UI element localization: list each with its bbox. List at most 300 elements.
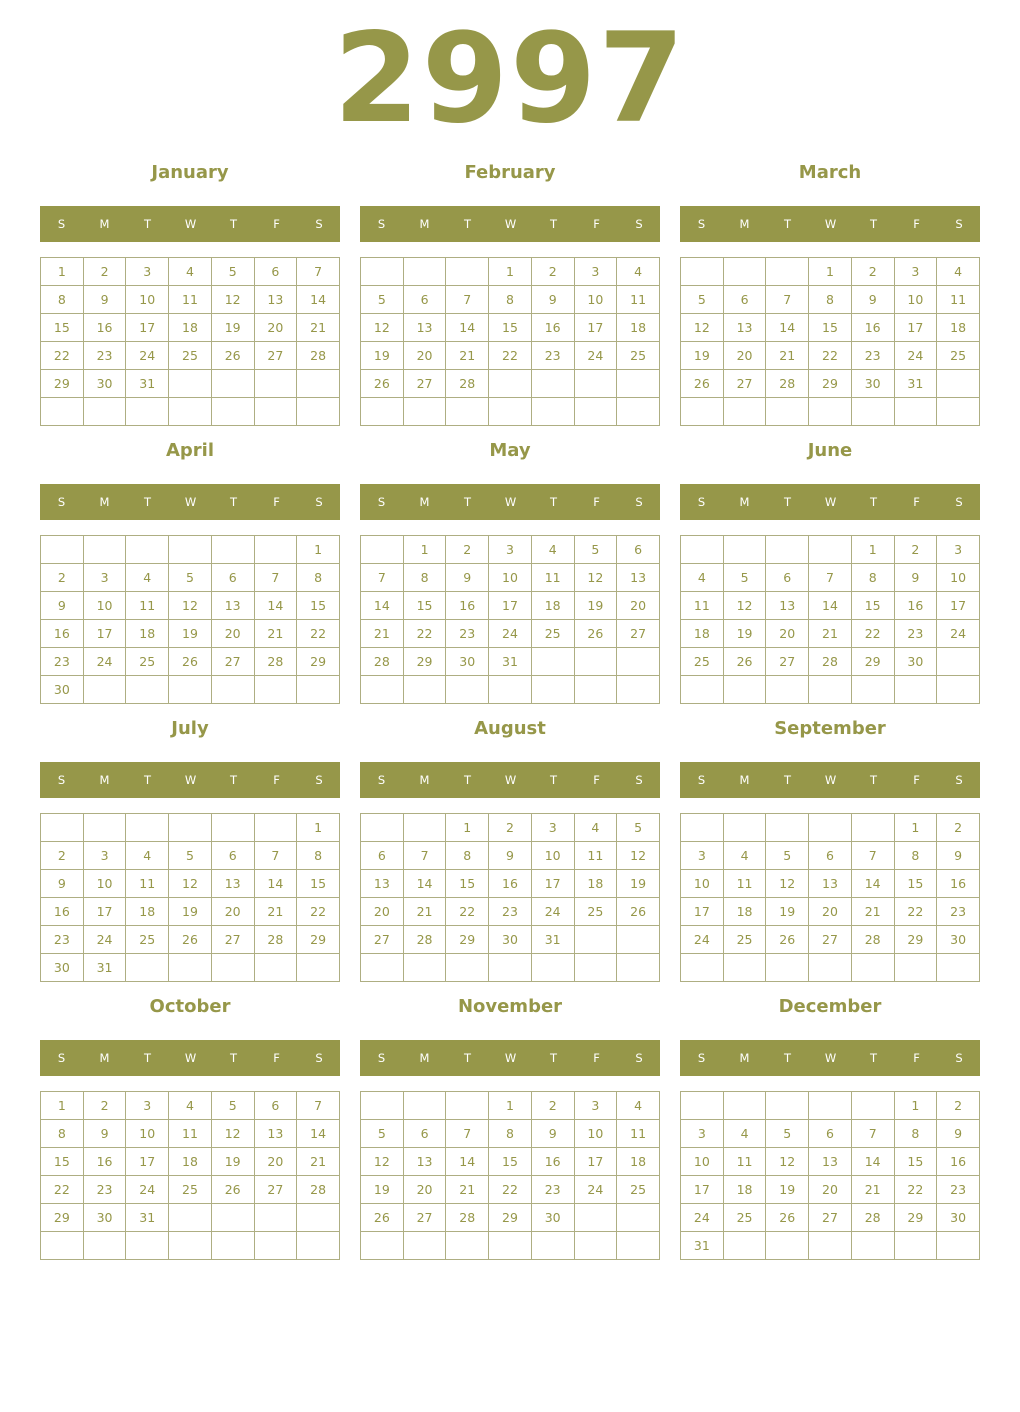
day-cell: 4 (723, 842, 766, 870)
weekday-label: T (229, 773, 238, 787)
empty-day-cell (489, 398, 532, 426)
weekday-header (680, 1040, 980, 1076)
day-cell: 29 (894, 926, 937, 954)
day-cell: 5 (169, 842, 212, 870)
empty-day-cell (446, 1232, 489, 1260)
week-row (361, 842, 660, 870)
day-cell: 26 (211, 1176, 254, 1204)
weekday-header (360, 206, 660, 242)
day-cell: 22 (41, 342, 84, 370)
weekday-label: S (315, 495, 323, 509)
day-cell: 29 (809, 370, 852, 398)
day-cell: 21 (297, 314, 340, 342)
empty-day-cell (361, 398, 404, 426)
day-cell: 25 (169, 342, 212, 370)
weekday-label: T (549, 773, 558, 787)
week-row (361, 1204, 660, 1232)
week-row (681, 898, 980, 926)
day-cell: 4 (169, 258, 212, 286)
day-cell: 4 (574, 814, 617, 842)
week-row (361, 814, 660, 842)
day-cell: 19 (361, 1176, 404, 1204)
day-cell: 29 (446, 926, 489, 954)
empty-day-cell (361, 954, 404, 982)
day-cell: 24 (83, 926, 126, 954)
day-cell: 24 (531, 898, 574, 926)
day-cell: 12 (766, 870, 809, 898)
day-cell: 31 (126, 370, 169, 398)
week-row (681, 1176, 980, 1204)
day-cell: 13 (809, 1148, 852, 1176)
day-cell: 4 (617, 258, 660, 286)
empty-day-cell (211, 370, 254, 398)
empty-day-cell (723, 954, 766, 982)
day-cell: 16 (531, 1148, 574, 1176)
day-cell: 14 (403, 870, 446, 898)
day-cell: 24 (574, 342, 617, 370)
day-cell: 5 (723, 564, 766, 592)
empty-day-cell (83, 1232, 126, 1260)
day-cell: 12 (617, 842, 660, 870)
empty-day-cell (169, 398, 212, 426)
weekday-label: F (593, 773, 600, 787)
week-row (41, 842, 340, 870)
day-cell: 20 (617, 592, 660, 620)
day-cell: 10 (681, 1148, 724, 1176)
month-title: June (807, 440, 853, 461)
weekday-label: W (824, 773, 837, 787)
empty-day-cell (83, 398, 126, 426)
day-cell: 17 (126, 314, 169, 342)
day-cell: 20 (361, 898, 404, 926)
week-row (41, 342, 340, 370)
day-cell: 16 (489, 870, 532, 898)
empty-day-cell (681, 954, 724, 982)
day-cell: 13 (403, 1148, 446, 1176)
day-cell: 26 (681, 370, 724, 398)
day-cell: 11 (126, 870, 169, 898)
week-row (361, 342, 660, 370)
empty-day-cell (723, 1092, 766, 1120)
weekday-label: W (504, 217, 517, 231)
weekday-label: F (913, 1051, 920, 1065)
day-cell: 24 (894, 342, 937, 370)
day-cell: 18 (574, 870, 617, 898)
day-cell: 19 (574, 592, 617, 620)
weekday-label: S (635, 1051, 643, 1065)
day-cell: 23 (531, 1176, 574, 1204)
empty-day-cell (766, 954, 809, 982)
weekday-label: M (419, 773, 430, 787)
day-cell: 24 (126, 342, 169, 370)
day-cell: 7 (809, 564, 852, 592)
empty-day-cell (254, 1232, 297, 1260)
weekday-label: S (315, 773, 323, 787)
day-cell: 3 (681, 1120, 724, 1148)
day-cell: 16 (446, 592, 489, 620)
empty-day-cell (766, 258, 809, 286)
day-cell: 12 (211, 286, 254, 314)
weekday-label: T (229, 1051, 238, 1065)
day-cell: 21 (766, 342, 809, 370)
day-cell: 5 (766, 842, 809, 870)
weekday-header (40, 484, 340, 520)
day-cell: 5 (361, 286, 404, 314)
week-row (681, 398, 980, 426)
day-cell: 16 (41, 898, 84, 926)
day-cell: 2 (41, 564, 84, 592)
day-cell: 23 (41, 926, 84, 954)
day-cell: 19 (169, 620, 212, 648)
day-cell: 11 (723, 870, 766, 898)
day-grid (360, 813, 660, 982)
day-cell: 5 (681, 286, 724, 314)
day-cell: 14 (297, 1120, 340, 1148)
empty-day-cell (723, 814, 766, 842)
day-cell: 16 (937, 870, 980, 898)
weekday-label: W (184, 217, 197, 231)
day-cell: 20 (254, 314, 297, 342)
empty-day-cell (446, 1092, 489, 1120)
day-cell: 27 (211, 926, 254, 954)
day-cell: 20 (809, 1176, 852, 1204)
weekday-label: T (463, 495, 472, 509)
weekday-label: F (913, 217, 920, 231)
weekday-label: M (419, 495, 430, 509)
week-row (41, 1232, 340, 1260)
empty-day-cell (169, 1232, 212, 1260)
day-cell: 2 (937, 814, 980, 842)
weekday-label: M (99, 1051, 110, 1065)
weekday-label: T (783, 773, 792, 787)
day-cell: 24 (681, 926, 724, 954)
day-cell: 2 (489, 814, 532, 842)
day-cell: 2 (937, 1092, 980, 1120)
day-cell: 19 (211, 1148, 254, 1176)
empty-day-cell (851, 676, 894, 704)
day-cell: 30 (83, 370, 126, 398)
day-cell: 9 (894, 564, 937, 592)
empty-day-cell (574, 954, 617, 982)
day-cell: 10 (489, 564, 532, 592)
day-cell: 14 (809, 592, 852, 620)
week-row (681, 676, 980, 704)
empty-day-cell (681, 536, 724, 564)
weekday-label: F (273, 217, 280, 231)
empty-day-cell (894, 1232, 937, 1260)
empty-day-cell (403, 676, 446, 704)
day-cell: 9 (41, 870, 84, 898)
empty-day-cell (617, 648, 660, 676)
empty-day-cell (681, 258, 724, 286)
day-cell: 17 (83, 898, 126, 926)
day-cell: 17 (681, 1176, 724, 1204)
day-cell: 28 (254, 926, 297, 954)
week-row (681, 926, 980, 954)
weekday-label: S (955, 1051, 963, 1065)
empty-day-cell (531, 370, 574, 398)
day-grid (360, 1091, 660, 1260)
day-cell: 18 (126, 898, 169, 926)
empty-day-cell (937, 398, 980, 426)
empty-day-cell (41, 1232, 84, 1260)
weekday-label: T (143, 217, 152, 231)
day-cell: 10 (531, 842, 574, 870)
empty-day-cell (617, 676, 660, 704)
day-cell: 6 (766, 564, 809, 592)
empty-day-cell (851, 814, 894, 842)
day-cell: 9 (446, 564, 489, 592)
weekday-label: T (143, 773, 152, 787)
day-cell: 6 (809, 842, 852, 870)
day-cell: 17 (489, 592, 532, 620)
empty-day-cell (766, 1232, 809, 1260)
day-cell: 12 (169, 592, 212, 620)
day-cell: 11 (723, 1148, 766, 1176)
day-cell: 9 (937, 842, 980, 870)
empty-day-cell (681, 676, 724, 704)
day-cell: 15 (851, 592, 894, 620)
day-cell: 16 (894, 592, 937, 620)
weekday-label: S (697, 1051, 706, 1065)
day-cell: 3 (83, 842, 126, 870)
day-cell: 22 (894, 898, 937, 926)
day-cell: 6 (723, 286, 766, 314)
day-cell: 3 (489, 536, 532, 564)
weekday-label: F (913, 773, 920, 787)
day-cell: 19 (723, 620, 766, 648)
day-cell: 11 (937, 286, 980, 314)
empty-day-cell (894, 676, 937, 704)
day-cell: 30 (41, 954, 84, 982)
day-cell: 1 (489, 1092, 532, 1120)
day-cell: 29 (894, 1204, 937, 1232)
day-cell: 16 (851, 314, 894, 342)
day-cell: 4 (531, 536, 574, 564)
weekday-label: S (635, 773, 643, 787)
day-grid (360, 535, 660, 704)
day-cell: 12 (211, 1120, 254, 1148)
weekday-label: S (315, 1051, 323, 1065)
day-cell: 27 (403, 370, 446, 398)
weekday-label: M (419, 217, 430, 231)
weekday-label: T (869, 773, 878, 787)
day-cell: 13 (766, 592, 809, 620)
day-cell: 8 (446, 842, 489, 870)
day-cell: 16 (937, 1148, 980, 1176)
day-cell: 29 (41, 370, 84, 398)
week-row (41, 870, 340, 898)
empty-day-cell (809, 536, 852, 564)
day-cell: 18 (723, 898, 766, 926)
empty-day-cell (809, 676, 852, 704)
weekday-label: T (143, 495, 152, 509)
empty-day-cell (574, 1232, 617, 1260)
day-cell: 9 (531, 286, 574, 314)
week-row (681, 954, 980, 982)
week-row (41, 648, 340, 676)
weekday-label: S (57, 495, 66, 509)
week-row (41, 620, 340, 648)
day-cell: 7 (254, 564, 297, 592)
weekday-label: W (184, 495, 197, 509)
day-cell: 7 (297, 258, 340, 286)
week-row (681, 1204, 980, 1232)
day-cell: 9 (851, 286, 894, 314)
weekday-header (40, 206, 340, 242)
day-cell: 13 (809, 870, 852, 898)
day-cell: 29 (297, 926, 340, 954)
day-cell: 28 (297, 342, 340, 370)
day-cell: 25 (723, 926, 766, 954)
weekday-label: S (635, 495, 643, 509)
empty-day-cell (361, 536, 404, 564)
day-cell: 3 (574, 1092, 617, 1120)
weekday-label: W (504, 1051, 517, 1065)
day-cell: 1 (489, 258, 532, 286)
day-cell: 12 (169, 870, 212, 898)
day-cell: 30 (937, 1204, 980, 1232)
empty-day-cell (254, 1204, 297, 1232)
day-cell: 24 (681, 1204, 724, 1232)
empty-day-cell (617, 926, 660, 954)
day-cell: 2 (41, 842, 84, 870)
day-cell: 22 (297, 620, 340, 648)
empty-day-cell (937, 954, 980, 982)
week-row (41, 398, 340, 426)
empty-day-cell (211, 536, 254, 564)
day-cell: 8 (41, 1120, 84, 1148)
day-cell: 3 (531, 814, 574, 842)
day-cell: 21 (297, 1148, 340, 1176)
day-cell: 23 (937, 898, 980, 926)
weekday-label: T (869, 495, 878, 509)
weekday-header (40, 762, 340, 798)
day-grid (40, 813, 340, 982)
day-cell: 28 (766, 370, 809, 398)
empty-day-cell (574, 1204, 617, 1232)
weekday-label: S (955, 773, 963, 787)
day-cell: 4 (126, 842, 169, 870)
empty-day-cell (361, 1232, 404, 1260)
day-cell: 10 (681, 870, 724, 898)
week-row (681, 286, 980, 314)
day-cell: 25 (723, 1204, 766, 1232)
empty-day-cell (531, 1232, 574, 1260)
empty-day-cell (489, 1232, 532, 1260)
day-cell: 7 (254, 842, 297, 870)
empty-day-cell (41, 536, 84, 564)
week-row (41, 1176, 340, 1204)
day-cell: 28 (809, 648, 852, 676)
empty-day-cell (361, 258, 404, 286)
empty-day-cell (681, 1092, 724, 1120)
day-cell: 12 (361, 1148, 404, 1176)
day-cell: 5 (766, 1120, 809, 1148)
empty-day-cell (937, 648, 980, 676)
day-cell: 26 (169, 926, 212, 954)
empty-day-cell (489, 370, 532, 398)
weekday-label: S (697, 495, 706, 509)
day-cell: 26 (574, 620, 617, 648)
weekday-label: S (377, 773, 386, 787)
day-cell: 27 (254, 1176, 297, 1204)
day-cell: 3 (126, 258, 169, 286)
day-cell: 17 (894, 314, 937, 342)
day-cell: 28 (851, 1204, 894, 1232)
weekday-label: W (824, 1051, 837, 1065)
day-cell: 24 (83, 648, 126, 676)
day-cell: 26 (361, 370, 404, 398)
day-cell: 30 (41, 676, 84, 704)
empty-day-cell (297, 676, 340, 704)
day-cell: 22 (894, 1176, 937, 1204)
day-cell: 19 (211, 314, 254, 342)
weekday-label: M (419, 1051, 430, 1065)
weekday-header (360, 762, 660, 798)
day-cell: 1 (809, 258, 852, 286)
week-row (681, 564, 980, 592)
day-cell: 6 (211, 842, 254, 870)
day-cell: 19 (766, 1176, 809, 1204)
week-row (681, 258, 980, 286)
week-row (361, 258, 660, 286)
empty-day-cell (617, 398, 660, 426)
day-cell: 25 (937, 342, 980, 370)
day-cell: 12 (766, 1148, 809, 1176)
week-row (361, 398, 660, 426)
weekday-label: W (184, 1051, 197, 1065)
week-row (41, 1204, 340, 1232)
day-cell: 6 (254, 258, 297, 286)
weekday-header (360, 484, 660, 520)
day-cell: 10 (83, 592, 126, 620)
empty-day-cell (254, 954, 297, 982)
empty-day-cell (574, 676, 617, 704)
day-cell: 23 (937, 1176, 980, 1204)
day-cell: 12 (681, 314, 724, 342)
week-row (41, 592, 340, 620)
empty-day-cell (723, 258, 766, 286)
day-cell: 28 (297, 1176, 340, 1204)
day-cell: 15 (297, 592, 340, 620)
day-cell: 1 (41, 258, 84, 286)
empty-day-cell (169, 676, 212, 704)
empty-day-cell (574, 926, 617, 954)
weekday-label: S (57, 1051, 66, 1065)
day-cell: 29 (297, 648, 340, 676)
day-cell: 7 (766, 286, 809, 314)
day-cell: 1 (894, 814, 937, 842)
week-row (361, 536, 660, 564)
day-cell: 25 (574, 898, 617, 926)
month-title: January (151, 162, 229, 183)
empty-day-cell (254, 676, 297, 704)
weekday-label: T (549, 1051, 558, 1065)
day-grid (40, 535, 340, 704)
day-cell: 11 (531, 564, 574, 592)
empty-day-cell (681, 814, 724, 842)
weekday-label: S (315, 217, 323, 231)
day-cell: 19 (617, 870, 660, 898)
day-cell: 2 (851, 258, 894, 286)
empty-day-cell (937, 370, 980, 398)
day-cell: 9 (41, 592, 84, 620)
weekday-header (680, 762, 980, 798)
day-cell: 14 (254, 870, 297, 898)
weekday-label: M (739, 773, 750, 787)
empty-day-cell (766, 676, 809, 704)
